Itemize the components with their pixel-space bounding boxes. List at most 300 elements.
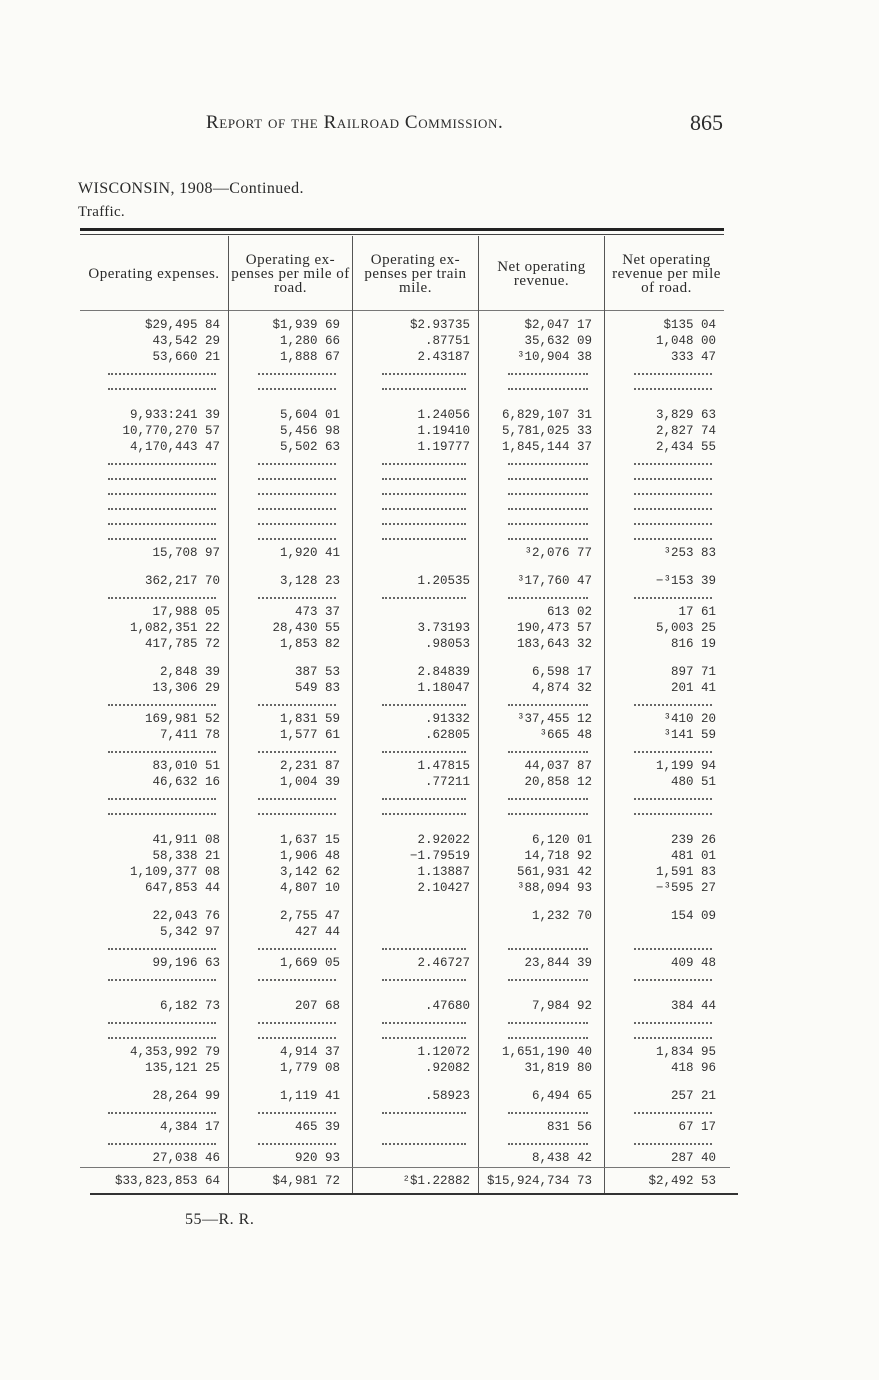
dot-leader: [230, 501, 354, 516]
table-cell: 43,542 29: [152, 334, 220, 348]
dot-leader: [480, 590, 606, 605]
table-cell: [480, 925, 606, 941]
spacer-cell: [230, 653, 354, 665]
dot-leader: [80, 744, 230, 759]
table-row: [80, 681, 730, 697]
table-cell: 5,003 25: [655, 621, 716, 635]
dot-leader: [230, 806, 354, 821]
top-rule: [80, 228, 724, 231]
spacer-cell: [354, 562, 480, 574]
spacer-cell: [354, 821, 480, 833]
spacer-cell: [354, 653, 480, 665]
table-cell: 169,981 52: [144, 712, 220, 726]
spacer-cell: [80, 653, 230, 665]
leader-row: [80, 1105, 730, 1120]
spacer-cell: [354, 1077, 480, 1089]
table-cell: 1,048 00: [655, 334, 716, 348]
spacer-cell: [606, 653, 730, 665]
table-row: [80, 574, 730, 590]
table-cell: 9,933:241 39: [129, 408, 220, 422]
dot-leader: [480, 531, 606, 546]
table-cell: 418 96: [670, 1061, 716, 1075]
leader-row: [80, 531, 730, 546]
table-cell: 2,231 87: [279, 759, 340, 773]
table-row: [80, 1045, 730, 1061]
table-cell: 1.13887: [417, 865, 470, 879]
dot-leader: [230, 697, 354, 712]
table-cell: 190,473 57: [516, 621, 592, 635]
table-cell: 417,785 72: [144, 637, 220, 651]
table-cell: 3.73193: [417, 621, 470, 635]
dot-leader: [80, 471, 230, 486]
table-cell: 5,456 98: [279, 424, 340, 438]
dot-leader: [230, 531, 354, 546]
table-row: [80, 728, 730, 744]
dot-leader: [354, 1105, 480, 1120]
dot-leader: [606, 1030, 730, 1045]
table-cell: ³410 20: [663, 712, 716, 726]
dot-leader: [354, 501, 480, 516]
dot-leader: [606, 486, 730, 501]
table-cell: 3,128 23: [279, 574, 340, 588]
table-cell: 22,043 76: [152, 909, 220, 923]
table-cell: 1,831 59: [279, 712, 340, 726]
table-cell: [354, 1120, 480, 1136]
table-cell: 1,888 67: [279, 350, 340, 364]
table-cell: 27,038 46: [152, 1151, 220, 1165]
table-cell: 2.43187: [417, 350, 470, 364]
table-cell: 561,931 42: [516, 865, 592, 879]
table-cell: 1,109,377 08: [129, 865, 220, 879]
spacer-cell: [80, 897, 230, 909]
dot-leader: [80, 972, 230, 987]
column-header-net-operating-revenue: Net operating revenue.: [497, 259, 586, 289]
dot-leader: [354, 456, 480, 471]
dot-leader: [230, 1105, 354, 1120]
table-row: [80, 775, 730, 791]
table-cell: 13,306 29: [152, 681, 220, 695]
leader-row: [80, 590, 730, 605]
table-cell: 31,819 80: [524, 1061, 592, 1075]
header-rule: [80, 310, 724, 311]
table-cell: 409 48: [670, 956, 716, 970]
traffic-table: [80, 318, 730, 1194]
dot-leader: [480, 1136, 606, 1151]
table-cell: ³88,094 93: [516, 881, 592, 895]
spacer-cell: [230, 396, 354, 408]
table-cell: 4,807 10: [279, 881, 340, 895]
table-cell: 1,591 83: [655, 865, 716, 879]
spacer-row: [80, 1077, 730, 1089]
leader-row: [80, 1136, 730, 1151]
leader-row: [80, 366, 730, 381]
table-row: [80, 1120, 730, 1136]
table-cell: 2.92022: [417, 833, 470, 847]
column-header-expenses-per-train-mile: Operating ex-penses per train mile.: [364, 252, 467, 296]
table-cell: ³141 59: [663, 728, 716, 742]
table-row: [80, 865, 730, 881]
table-cell: 154 09: [670, 909, 716, 923]
table-cell: 1,280 66: [279, 334, 340, 348]
spacer-row: [80, 897, 730, 909]
table-cell: 1,637 15: [279, 833, 340, 847]
table-cell: $2,492 53: [606, 1168, 730, 1195]
bottom-rule: [90, 1193, 738, 1195]
spacer-cell: [80, 821, 230, 833]
column-header-operating-expenses: Operating expenses.: [88, 266, 220, 282]
dot-leader: [230, 486, 354, 501]
table-row: [80, 605, 730, 621]
table-cell: 20,858 12: [524, 775, 592, 789]
table-cell: −³595 27: [655, 881, 716, 895]
table-row: [80, 637, 730, 653]
table-cell: 6,182 73: [159, 999, 220, 1013]
table-cell: 1,577 61: [279, 728, 340, 742]
dot-leader: [354, 381, 480, 396]
dot-leader: [80, 501, 230, 516]
table-cell: 17,988 05: [152, 605, 220, 619]
dot-leader: [354, 366, 480, 381]
spacer-cell: [606, 821, 730, 833]
dot-leader: [606, 471, 730, 486]
dot-leader: [354, 1015, 480, 1030]
dot-leader: [606, 590, 730, 605]
dot-leader: [480, 1030, 606, 1045]
spacer-cell: [480, 562, 606, 574]
table-cell: −1.79519: [409, 849, 470, 863]
table-cell: 4,914 37: [279, 1045, 340, 1059]
table-row: [80, 759, 730, 775]
table-cell: 3,142 62: [279, 865, 340, 879]
leader-row: [80, 744, 730, 759]
table-cell: .77211: [424, 775, 470, 789]
table-cell: [354, 605, 480, 621]
dot-leader: [80, 1136, 230, 1151]
dot-leader: [606, 791, 730, 806]
dot-leader: [606, 456, 730, 471]
dot-leader: [606, 381, 730, 396]
table-cell: 8,438 42: [531, 1151, 592, 1165]
dot-leader: [230, 1015, 354, 1030]
table-cell: .58923: [424, 1089, 470, 1103]
table-cell: [606, 925, 730, 941]
dot-leader: [606, 501, 730, 516]
table-cell: 99,196 63: [152, 956, 220, 970]
table-cell: 1,779 08: [279, 1061, 340, 1075]
table-row: [80, 1151, 730, 1168]
table-cell: 2.84839: [417, 665, 470, 679]
table-cell: 465 39: [294, 1120, 340, 1134]
table-cell: 897 71: [670, 665, 716, 679]
table-cell: 1,853 82: [279, 637, 340, 651]
table-row: [80, 350, 730, 366]
dot-leader: [80, 486, 230, 501]
table-cell: 1,834 95: [655, 1045, 716, 1059]
table-cell: ³17,760 47: [516, 574, 592, 588]
table-cell: [354, 546, 480, 562]
table-cell: 1,920 41: [279, 546, 340, 560]
spacer-cell: [354, 987, 480, 999]
table-cell: 2,755 47: [279, 909, 340, 923]
dot-leader: [80, 456, 230, 471]
dot-leader: [80, 1015, 230, 1030]
table-cell: 3,829 63: [655, 408, 716, 422]
dot-leader: [606, 972, 730, 987]
table-cell: 613 02: [546, 605, 592, 619]
dot-leader: [354, 697, 480, 712]
table-cell: 239 26: [670, 833, 716, 847]
table-row: [80, 546, 730, 562]
table-cell: 647,853 44: [144, 881, 220, 895]
table-cell: 46,632 16: [152, 775, 220, 789]
page-footer: 55—R. R.: [185, 1211, 255, 1228]
spacer-cell: [480, 1077, 606, 1089]
table-cell: 5,342 97: [159, 925, 220, 939]
dot-leader: [606, 516, 730, 531]
table-cell: 1,232 70: [531, 909, 592, 923]
spacer-cell: [480, 821, 606, 833]
table-cell: 1.19410: [417, 424, 470, 438]
dot-leader: [354, 486, 480, 501]
dot-leader: [606, 366, 730, 381]
dot-leader: [354, 590, 480, 605]
dot-leader: [354, 1136, 480, 1151]
dot-leader: [230, 972, 354, 987]
column-header-net-revenue-per-mile: Net operating revenue per mile of road.: [612, 252, 721, 296]
table-row: [80, 1061, 730, 1077]
table-row: [80, 712, 730, 728]
table-cell: $135 04: [663, 318, 716, 332]
table-cell: 2.46727: [417, 956, 470, 970]
table-row: [80, 1089, 730, 1105]
table-cell: ³665 48: [539, 728, 592, 742]
table-cell: 35,632 09: [524, 334, 592, 348]
table-cell: −³153 39: [655, 574, 716, 588]
table-cell: 2.10427: [417, 881, 470, 895]
table-cell: 10,770,270 57: [122, 424, 220, 438]
dot-leader: [354, 972, 480, 987]
spacer-cell: [354, 396, 480, 408]
table-cell: 5,781,025 33: [501, 424, 592, 438]
table-cell: 58,338 21: [152, 849, 220, 863]
table-cell: 2,848 39: [159, 665, 220, 679]
dot-leader: [230, 791, 354, 806]
spacer-cell: [606, 562, 730, 574]
dot-leader: [80, 531, 230, 546]
spacer-cell: [480, 653, 606, 665]
dot-leader: [480, 972, 606, 987]
dot-leader: [230, 941, 354, 956]
table-cell: ³2,076 77: [524, 546, 592, 560]
spacer-cell: [606, 897, 730, 909]
spacer-cell: [606, 1077, 730, 1089]
table-cell: 257 21: [670, 1089, 716, 1103]
table-row: [80, 424, 730, 440]
spacer-cell: [480, 396, 606, 408]
spacer-cell: [230, 897, 354, 909]
table-cell: $1,939 69: [272, 318, 340, 332]
spacer-cell: [480, 897, 606, 909]
table-cell: 333 47: [670, 350, 716, 364]
dot-leader: [230, 744, 354, 759]
table-cell: $2,047 17: [524, 318, 592, 332]
leader-row: [80, 697, 730, 712]
table-cell: 53,660 21: [152, 350, 220, 364]
spacer-cell: [230, 562, 354, 574]
dot-leader: [480, 697, 606, 712]
table-row: [80, 665, 730, 681]
table-cell: ²$1.22882: [354, 1168, 480, 1195]
table-cell: 1,906 48: [279, 849, 340, 863]
table-cell: 362,217 70: [144, 574, 220, 588]
dot-leader: [80, 806, 230, 821]
leader-row: [80, 471, 730, 486]
table-row: [80, 833, 730, 849]
dot-leader: [80, 590, 230, 605]
table-cell: $4,981 72: [230, 1168, 354, 1195]
leader-row: [80, 1015, 730, 1030]
table-cell: 2,827 74: [655, 424, 716, 438]
dot-leader: [480, 366, 606, 381]
dot-leader: [80, 381, 230, 396]
table-cell: 201 41: [670, 681, 716, 695]
spacer-row: [80, 821, 730, 833]
spacer-cell: [354, 897, 480, 909]
table-cell: 480 51: [670, 775, 716, 789]
section-subtitle: Traffic.: [78, 204, 125, 220]
table-row: [80, 999, 730, 1015]
dot-leader: [480, 501, 606, 516]
dot-leader: [354, 744, 480, 759]
table-cell: $29,495 84: [144, 318, 220, 332]
table-cell: 1,082,351 22: [129, 621, 220, 635]
table-cell: .62805: [424, 728, 470, 742]
table-cell: 4,874 32: [531, 681, 592, 695]
dot-leader: [230, 381, 354, 396]
spacer-cell: [230, 987, 354, 999]
dot-leader: [354, 791, 480, 806]
table-cell: 14,718 92: [524, 849, 592, 863]
table-cell: ³10,904 38: [516, 350, 592, 364]
dot-leader: [230, 471, 354, 486]
table-cell: 183,643 32: [516, 637, 592, 651]
leader-row: [80, 456, 730, 471]
dot-leader: [480, 1015, 606, 1030]
table-cell: ³253 83: [663, 546, 716, 560]
top-rule-thin: [80, 234, 724, 235]
dot-leader: [80, 516, 230, 531]
table-cell: 1.20535: [417, 574, 470, 588]
dot-leader: [354, 531, 480, 546]
dot-leader: [606, 806, 730, 821]
spacer-cell: [80, 396, 230, 408]
table-cell: 387 53: [294, 665, 340, 679]
leader-row: [80, 806, 730, 821]
spacer-row: [80, 396, 730, 408]
leader-row: [80, 501, 730, 516]
table-cell: .92082: [424, 1061, 470, 1075]
table-cell: 1,669 05: [279, 956, 340, 970]
table-cell: 831 56: [546, 1120, 592, 1134]
table-row: [80, 849, 730, 865]
dot-leader: [606, 1136, 730, 1151]
table-row: [80, 318, 730, 334]
leader-row: [80, 1030, 730, 1045]
table-row: [80, 881, 730, 897]
leader-row: [80, 486, 730, 501]
table-cell: .98053: [424, 637, 470, 651]
table-cell: 4,384 17: [159, 1120, 220, 1134]
table-cell: 1,845,144 37: [501, 440, 592, 454]
dot-leader: [230, 1136, 354, 1151]
table-cell: .91332: [424, 712, 470, 726]
table-cell: $33,823,853 64: [80, 1168, 230, 1195]
table-cell: 44,037 87: [524, 759, 592, 773]
table-cell: [354, 925, 480, 941]
table-cell: [354, 909, 480, 925]
leader-row: [80, 791, 730, 806]
table-cell: 6,598 17: [531, 665, 592, 679]
table-cell: 384 44: [670, 999, 716, 1013]
dot-leader: [354, 516, 480, 531]
dot-leader: [80, 791, 230, 806]
table-row: [80, 621, 730, 637]
table-cell: 28,430 55: [272, 621, 340, 635]
dot-leader: [480, 744, 606, 759]
spacer-cell: [480, 987, 606, 999]
dot-leader: [230, 366, 354, 381]
dot-leader: [606, 531, 730, 546]
table-cell: 1.18047: [417, 681, 470, 695]
dot-leader: [480, 486, 606, 501]
table-row: [80, 440, 730, 456]
table-cell: 135,121 25: [144, 1061, 220, 1075]
spacer-cell: [80, 987, 230, 999]
spacer-row: [80, 987, 730, 999]
dot-leader: [606, 941, 730, 956]
table-cell: 1.12072: [417, 1045, 470, 1059]
table-cell: 1,119 41: [279, 1089, 340, 1103]
table-cell: 1,004 39: [279, 775, 340, 789]
dot-leader: [80, 366, 230, 381]
table-cell: 549 83: [294, 681, 340, 695]
dot-leader: [354, 806, 480, 821]
table-cell: 6,829,107 31: [501, 408, 592, 422]
dot-leader: [80, 1030, 230, 1045]
table-cell: 2,434 55: [655, 440, 716, 454]
table-row: [80, 408, 730, 424]
table-cell: 1,651,190 40: [501, 1045, 592, 1059]
table-cell: 41,911 08: [152, 833, 220, 847]
total-row: [80, 1168, 730, 1195]
dot-leader: [80, 697, 230, 712]
table-row: [80, 334, 730, 350]
dot-leader: [480, 471, 606, 486]
table-row: [80, 925, 730, 941]
dot-leader: [230, 456, 354, 471]
dot-leader: [606, 1105, 730, 1120]
table-cell: 287 40: [670, 1151, 716, 1165]
spacer-cell: [230, 1077, 354, 1089]
dot-leader: [480, 1105, 606, 1120]
dot-leader: [80, 1105, 230, 1120]
table-cell: 5,604 01: [279, 408, 340, 422]
page-number: 865: [690, 110, 723, 135]
table-cell: 816 19: [670, 637, 716, 651]
table-cell: 7,984 92: [531, 999, 592, 1013]
table-cell: 28,264 99: [152, 1089, 220, 1103]
table-cell: 1.19777: [417, 440, 470, 454]
